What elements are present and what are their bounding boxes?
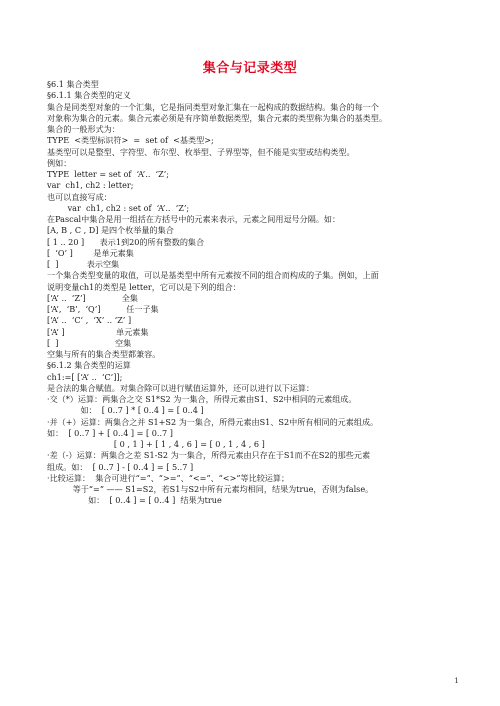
- example-line: [‘A’ ] 单元素集: [47, 326, 149, 337]
- example-line: 如： [ 0..4 ] = [ 0..4 ] 结果为true: [47, 495, 222, 506]
- example-line: [ ‘O’ ] 是单元素集: [47, 247, 134, 258]
- paragraph-line: 在Pascal中集合是用一组括在方括号中的元素来表示，元素之间用逗号分隔。如：: [47, 214, 341, 224]
- paragraph-line: 例如：: [47, 157, 72, 168]
- paragraph-line: 基类型可以是整型、字符型、布尔型、枚举型、子界型等，但不能是实型或结构类型。: [47, 146, 355, 157]
- code-line: ch1:=[ [‘A’ .. ‘C’]];: [47, 371, 123, 382]
- bullet-line: ·差（-）运算：两集合之差 S1-S2 为一集合，所得元素由只存在于S1而不在S2的那些元素: [47, 450, 371, 461]
- example-line: [‘A’, ‘B’, ‘Q’] 任一子集: [47, 304, 159, 314]
- document-body: [47, 79, 457, 507]
- example-line: [‘A’ .. ‘C’ , ‘X’ .. ‘Z’ ]: [47, 315, 132, 326]
- example-line: 如： [ 0..7 ] * [ 0..4 ] = [ 0..4 ]: [47, 405, 204, 416]
- paragraph-line: 一个集合类型变量的取值，可以是基类型中所有元素按不同的组合而构成的子集。例如，上面: [47, 270, 379, 281]
- code-line: TYPE letter = set of ‘A’.. ‘Z’;: [47, 169, 170, 179]
- example-line: 如： [ 0..7 ] + [ 0..4 ] = [ 0..7 ]: [47, 427, 173, 438]
- code-line: TYPE <类型标识符> = set of <基类型>;: [47, 135, 214, 146]
- paragraph-line: 是合法的集合赋值。对集合除可以进行赋值运算外，还可以进行以下运算：: [47, 382, 315, 393]
- paragraph-line: 集合的一般形式为：: [47, 124, 120, 134]
- example-line: [ ] 空集: [47, 337, 132, 348]
- paragraph-line: 对象称为集合的元素。集合元素必须是有序简单数据类型，集合元素的类型称为集合的基类型。: [47, 112, 387, 123]
- paragraph-line: 集合是同类型对象的一个汇集，它是指同类型对象汇集在一起构成的数据结构。集合的每一个: [47, 101, 379, 112]
- subsection-heading: §6.1.2 集合类型的运算: [47, 360, 131, 371]
- paragraph-line: 空集与所有的集合类型都兼容。: [47, 349, 161, 359]
- section-heading: §6.1 集合类型: [47, 79, 99, 89]
- bullet-line: ·交（*）运算：两集合之交 S1*S2 为一集合，所得元素由S1、S2中相同的元素组成。: [47, 394, 357, 404]
- paragraph-line: 说明变量ch1的类型是 letter，它可以是下列的组合：: [47, 281, 241, 292]
- bullet-line: ·比较运算： 集合可进行“=”、“>=”、“<=”、“<>”等比较运算；: [47, 472, 290, 483]
- subsection-heading: §6.1.1 集合类型的定义: [47, 90, 131, 101]
- example-line: [‘A’ .. ‘Z’] 全集: [47, 292, 138, 303]
- example-line: [A, B , C , D] 是四个枚举量的集合: [47, 225, 174, 236]
- paragraph-line: 组成。如： [ 0..7 ] - [ 0..4 ] = [ 5..7 ]: [47, 461, 194, 472]
- paragraph-line: 也可以直接写成：: [47, 191, 112, 202]
- code-line: var ch1, ch2 : set of ‘A’.. ‘Z’;: [47, 202, 190, 213]
- example-line: [ ] 表示空集: [47, 259, 120, 269]
- example-line: [ 1 .. 20 ] 表示1到20的所有整数的集合: [47, 236, 205, 247]
- paragraph-line: 等于“=” —— S1=S2，若S1与S2中所有元素均相同，结果为true，否则为false。: [47, 484, 374, 494]
- example-line: [ 0 , 1 ] + [ 1 , 4 , 6 ] = [ 0 , 1 , 4 , 6 ]: [47, 439, 265, 449]
- code-line: var ch1, ch2 : letter;: [47, 180, 134, 191]
- bullet-line: ·并（+）运算：两集合之并 S1+S2 为一集合，所得元素由S1、S2中所有相同的元素组成。: [47, 416, 379, 427]
- page-title: 集合与记录类型: [202, 61, 298, 76]
- page-number: 1: [454, 676, 459, 685]
